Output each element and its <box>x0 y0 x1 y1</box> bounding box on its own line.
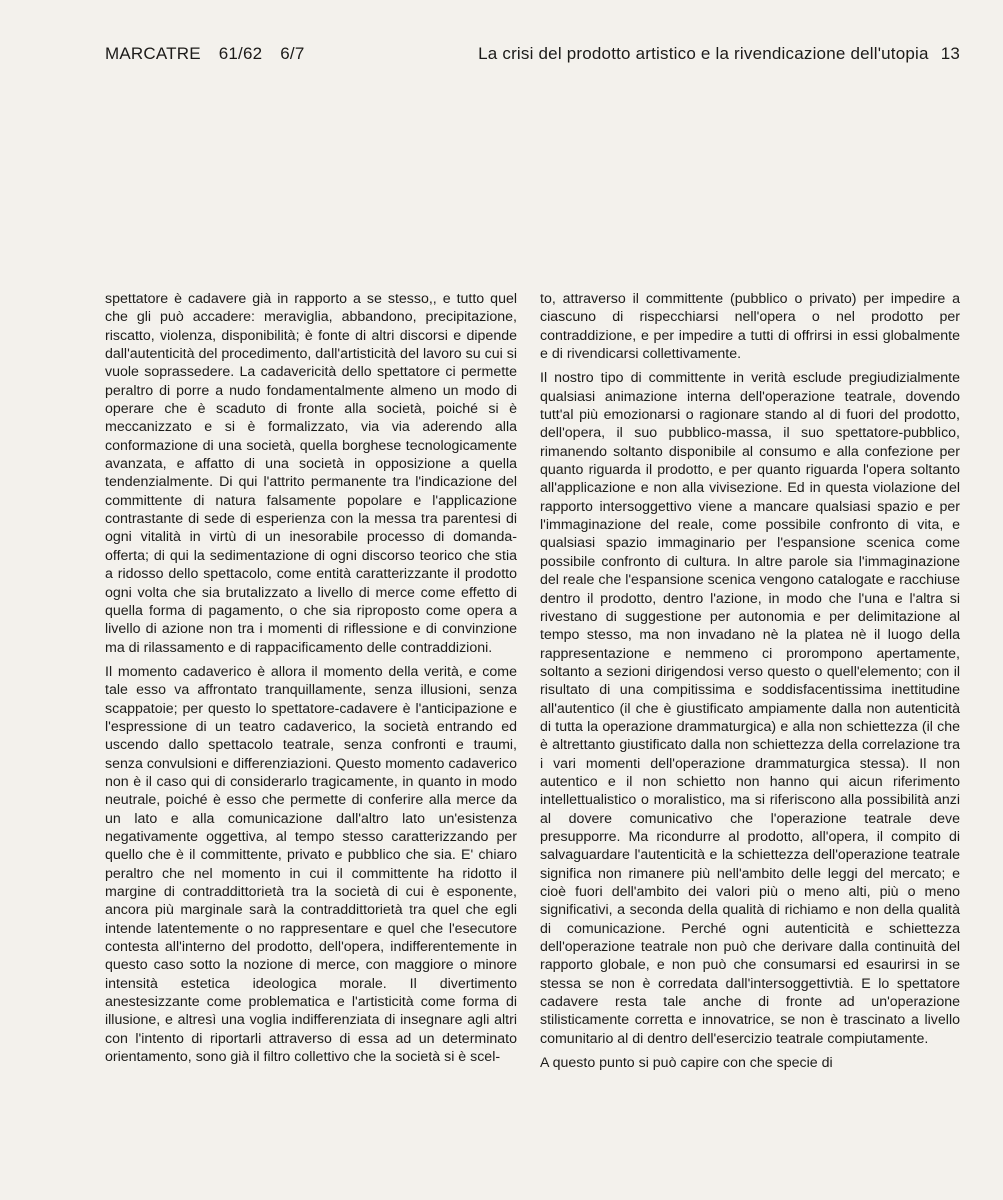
header-left <box>105 44 323 64</box>
issue-number: 61/62 <box>218 44 263 63</box>
right-column <box>540 290 960 1078</box>
right-paragraph-3: A questo punto si può capire con che specie di <box>540 1055 833 1072</box>
article-title: La crisi del prodotto artistico e la rivendicazione dell'utopia <box>478 44 929 63</box>
part-number: 6/7 <box>280 44 305 63</box>
journal-name: MARCATRE <box>105 44 201 63</box>
left-column <box>105 290 517 1072</box>
right-paragraph-1: to, attraverso il committente (pubblico o privato) per impedire a ciascuno di rispecchiarsi nell'opera o nel prodotto per contraddizione, e per impedire a tutti di offrirsi in essi globalmente e di rivendicarsi collettivamente. <box>540 291 960 363</box>
right-paragraph-2: Il nostro tipo di committente in verità esclude pregiudizialmente qualsiasi animazione interna dell'operazione teatrale, dovendo tutt'al più emozionarsi o ragionare stando al di fuori del prodotto, dell'opera, il suo pubblico-massa, il suo spettatore-pubblico, rimanendo soltanto disponibile al consumo e alla confezione per quanto riguarda il prodotto, e per quanto riguarda l'opera soltanto all'applicazione e non alla vivisezione. Ed in questa violazione del rapporto intersoggettivo viene a mancare qualsiasi spazio e per l'immaginazione del reale, come possibile confronto di vita, e qualsiasi spazio immaginario per l'espansione scenica come possibile confronto di cultura. In altre parole sia l'immaginazione del reale che l'espansione scenica vengono catalogate e racchiuse dentro il prodotto, dentro l'azione, in modo che l'una e l'altra si rivestano di suggestione per autonomia e per delimitazione al tempo stesso, ma non invadano nè la platea nè il luogo della rappresentazione e nemmeno ci prorompono apertamente, soltanto a sezioni dirigendosi verso questo o quell'elemento; con il risultato di una compitissima e soddisfacentissima inettitudine all'autentico (il che è giustificato ampiamente dalla non autenticità di tutta la operazione drammaturgica) e alla non schiettezza (il che è altrettanto giustificato dalla non schiettezza della correlazione tra i vari momenti dell'operazione drammaturgica stessa). Il non autentico e il non schietto non hanno qui aicun riferimento intellettualistico o moralistico, ma si riferiscono alla possibilità anzi al dovere comunicativo che l'operazione teatrale deve presupporre. Ma ricondurre al prodotto, all'opera, il compito di salvaguardare l'autenticità e la schiettezza dell'operazione teatrale significa non rimanere più nell'ambito delle leggi del mercato; e cioè fuori dell'ambito dei valori più o meno alti, più o meno significativi, a seconda della qualità di richiamo e non della qualità di comunicazione. Perché ogni autenticità e schiettezza dell'operazione teatrale non può che derivare dalla continuità del rapporto globale, e non può che consumarsi ed esaurirsi in se stessa se non è corredata dall'intersoggettivtià. E lo spettatore cadavere resta tale anche di fronte ad un'operazione stilisticamente corretta e innovatrice, se non è trascinato a livello comunitario al di dentro dell'esercizio teatrale compiutamente. <box>540 370 960 1047</box>
left-paragraph-1: spettatore è cadavere già in rapporto a se stesso,, e tutto quel che gli può accadere: meraviglia, abbandono, precipitazione, riscatto, violenza, disponibilità; è fonte di altri discorsi e dipende dall'autenticità del procedimento, dall'artisticità del lavoro su cui si vuole soprassedere. La cadavericità dello spettatore ci permette peraltro di porre a nudo fondamentalmente almeno un modo di operare che è scaduto di fronte alla società, poiché si è meccanizzato e si è formalizzato, via via aderendo alla conformazione di una società, quella borghese tecnologicamente avanzata, e affatto di una società in opposizione a quella tendenzialmente. Di qui l'attrito permanente tra l'indicazione del committente di natura falsamente popolare e l'applicazione contrastante di sede di esperienza con la messa tra parentesi di ogni vitalità in virtù di un inesorabile processo di domanda-offerta; di qui la sedimentazione di ogni discorso teorico che stia a ridosso dello spettacolo, come entità caratterizzante il prodotto ogni volta che sia brutalizzato a livello di merce come effetto di quella forma di pagamento, o che sia riproposto come opera a livello di azione non tra i momenti di riflessione e di convinzione ma di rilassamento e di rappacificamento delle contraddizioni. <box>105 291 517 656</box>
page-number: 13 <box>940 44 960 63</box>
header-right <box>478 44 960 64</box>
running-header <box>105 36 960 66</box>
left-paragraph-2: Il momento cadaverico è allora il momento della verità, e come tale esso va affrontato tranquillamente, senza illusioni, senza scappatoie; per questo lo spettatore-cadavere è l'anticipazione e l'espressione di un teatro cadaverico, la società entrando ed uscendo dallo spettacolo teatrale, senza confronti e traumi, senza convulsioni e differenziazioni. Questo momento cadaverico non è il caso qui di considerarlo tragicamente, in quanto in modo neutrale, poiché è esso che permette di conferire alla merce da un lato e alla comunicazione dall'altro lato un'esistenza negativamente oggettiva, al tempo stesso caratterizzando per quello che è il committente, privato e pubblico che sia. E' chiaro peraltro che nel momento in cui il committente ha ridotto il margine di contraddittorietà tra la società di cui è esponente, ancora più marginale sarà la contraddittorietà tra quel che egli intende latentemente o no rappresentare e quel che l'esecutore contesta all'interno del prodotto, dell'opera, indifferentemente in questo caso sotto la nozione di merce, con maggiore o minore intensità estetica ideologica morale. Il divertimento anestesizzante come problematica e l'artisticità come forma di illusione, e altresì una voglia indifferenziata di insegnare agli altri con l'intento di riportarli attraverso di essa ad un determinato orientamento, sono già il filtro collettivo che la società si è scel- <box>105 663 517 1066</box>
